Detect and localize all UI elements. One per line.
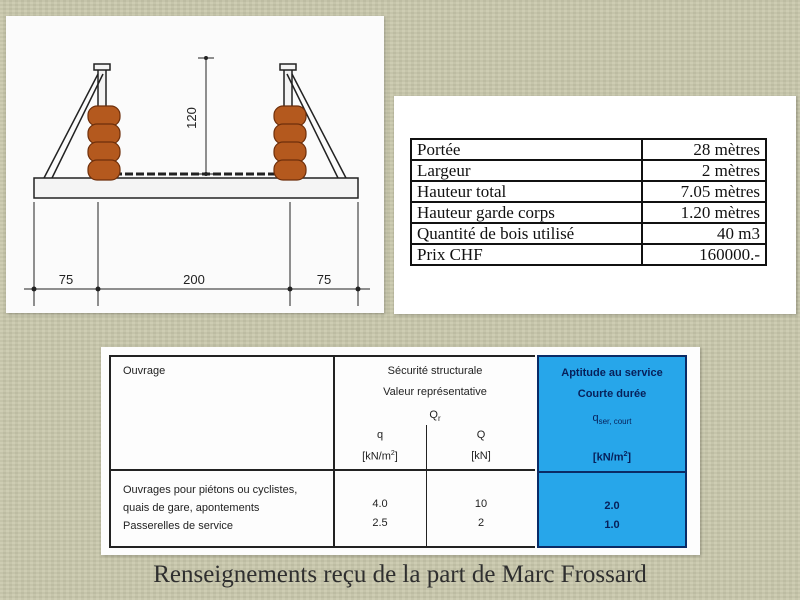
spec-label: Hauteur total (411, 181, 642, 202)
spec-label: Quantité de bois utilisé (411, 223, 642, 244)
loads-table (101, 347, 700, 555)
deck (34, 178, 358, 198)
table-row (411, 181, 766, 202)
row2-label: Passerelles de service (123, 520, 234, 532)
spec-value: 7.05 mètres (642, 181, 766, 202)
table-row (411, 244, 766, 265)
courte-duree-header: Courte durée (577, 388, 647, 400)
spec-value: 2 mètres (642, 160, 766, 181)
aptitude-service-box (537, 355, 687, 548)
row2-Q-value: 2 (477, 517, 485, 529)
row1-label-line2: quais de gare, apontements (123, 502, 260, 514)
spec-label: Prix CHF (411, 244, 642, 265)
aptitude-header: Aptitude au service (561, 367, 663, 379)
table-row (411, 202, 766, 223)
cross-section-svg (6, 16, 384, 313)
right-post-cap (280, 64, 296, 70)
right-bales (274, 106, 306, 180)
ouvrage-header: Ouvrage (123, 365, 166, 377)
spec-value: 160000.- (642, 244, 766, 265)
spec-value: 1.20 mètres (642, 202, 766, 223)
row2-q-value: 2.5 (372, 517, 388, 529)
left-width-label: 75 (58, 272, 74, 287)
row1-label-line1: Ouvrages pour piétons ou cyclistes, (123, 484, 298, 496)
aptitude-unit: $[kN/m^2]$ (592, 451, 632, 464)
specs-table (410, 138, 767, 266)
Q-symbol: Q (476, 429, 486, 441)
spec-value: 28 mètres (642, 139, 766, 160)
caption: Renseignements reçu de la part de Marc Frossard (153, 561, 647, 588)
valeur-representative-header: Valeur représentative (383, 386, 487, 398)
spec-value: 40 m3 (642, 223, 766, 244)
right-width-label: 75 (316, 272, 332, 287)
left-post-cap (94, 64, 110, 70)
row1-q-value: 4.0 (372, 498, 388, 510)
left-strut (44, 74, 98, 178)
left-bales (88, 106, 120, 180)
cross-section-drawing (6, 16, 384, 313)
Q-unit: [kN] (471, 450, 491, 462)
spec-label: Largeur (411, 160, 642, 181)
q-unit: $[kN/m^2]$ (362, 450, 398, 463)
table-row (411, 139, 766, 160)
row1-Q-value: 10 (474, 498, 488, 510)
spec-label: Portée (411, 139, 642, 160)
securite-header: Sécurité structurale (387, 365, 483, 377)
specs-panel (394, 96, 796, 314)
table-row (411, 223, 766, 244)
table-row (411, 160, 766, 181)
spec-label: Hauteur garde corps (411, 202, 642, 223)
middle-width-label: 200 (183, 272, 205, 287)
qser-symbol: $q_{ser, court}$ (592, 412, 632, 427)
row1-ser-value: 2.0 (604, 500, 620, 512)
q-symbol: q (376, 429, 384, 441)
row2-ser-value: 1.0 (604, 519, 620, 531)
height-label: 120 (184, 107, 199, 129)
qr-symbol: $Q_r$ (429, 409, 441, 424)
